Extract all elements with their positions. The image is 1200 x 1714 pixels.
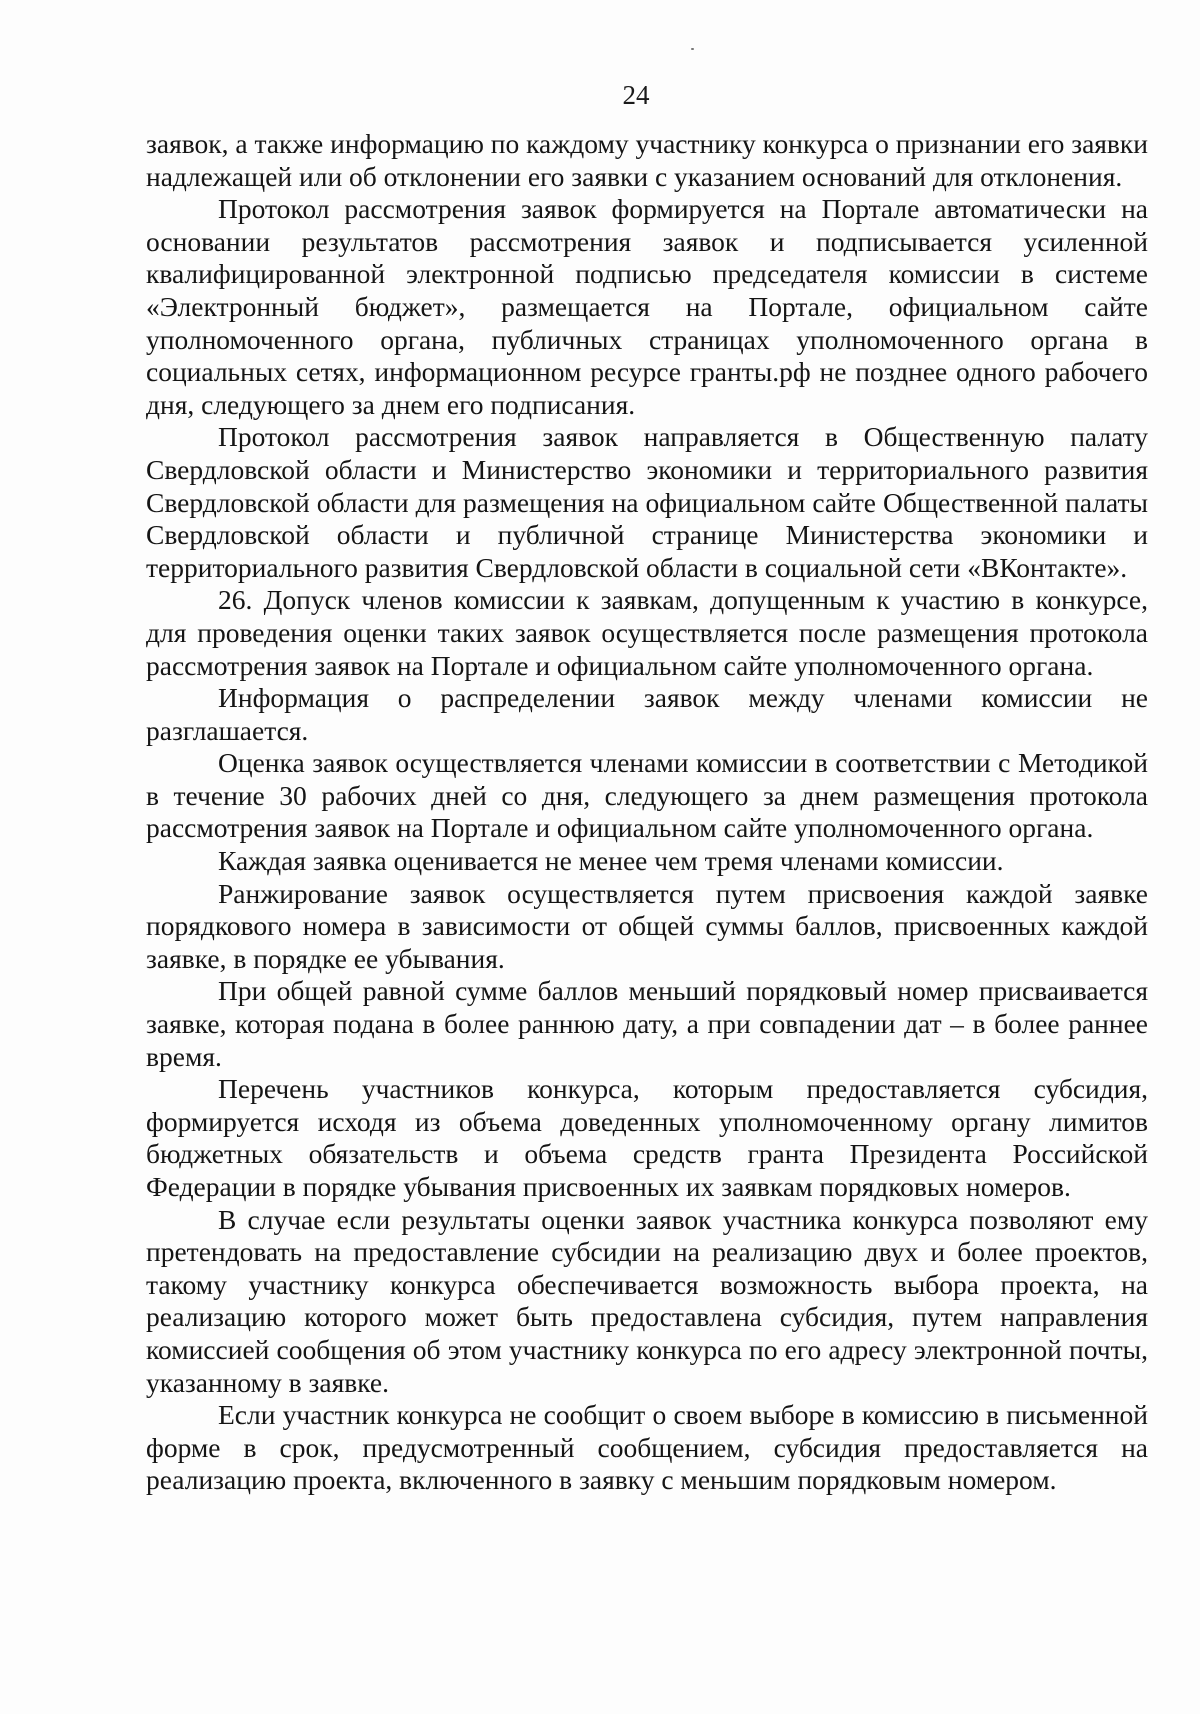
page-number: 24 (622, 80, 650, 110)
paragraph: Протокол рассмотрения заявок направляется в Общественную палату Свердловской области и Министерство экономики и территориального развития Свердловской области для размещения на официальном сайте Общественной палаты Свердловской области и публичной странице Министерства экономики и территориального развития Свердловской области в социальной сети «ВКонтакте». (146, 421, 1148, 583)
document-body (146, 128, 1148, 1497)
paragraph: Оценка заявок осуществляется членами комиссии в соответствии с Методикой в течение 30 рабочих дней со дня, следующего за днем размещения протокола рассмотрения заявок на Портале и официальном сайте уполномоченного органа. (146, 747, 1148, 844)
paragraph: Перечень участников конкурса, которым предоставляется субсидия, формируется исходя из объема доведенных уполномоченному органу лимитов бюджетных обязательств и объема средств гранта Президента Российской Федерации в порядке убывания присвоенных их заявкам порядковых номеров. (146, 1073, 1148, 1202)
paragraph-continuation: заявок, а также информацию по каждому участнику конкурса о признании его заявки надлежащей или об отклонении его заявки с указанием оснований для отклонения. (146, 128, 1148, 192)
paragraph: В случае если результаты оценки заявок участника конкурса позволяют ему претендовать на предоставление субсидии на реализацию двух и более проектов, такому участнику конкурса обеспечивается возможность выбора проекта, на реализацию которого может быть предоставлена субсидия, путем направления комиссией сообщения об этом участнику конкурса по его адресу электронной почты, указанному в заявке. (146, 1203, 1148, 1398)
paragraph: Протокол рассмотрения заявок формируется на Портале автоматически на основании результатов рассмотрения заявок и подписывается усиленной квалифицированной электронной подписью председателя комиссии в системе «Электронный бюджет», размещается на Портале, официальном сайте уполномоченного органа, публичных страницах уполномоченного органа в социальных сетях, информационном ресурсе гранты.рф не позднее одного рабочего дня, следующего за днем его подписания. (146, 193, 1148, 420)
paragraph: Ранжирование заявок осуществляется путем присвоения каждой заявке порядкового номера в зависимости от общей суммы баллов, присвоенных каждой заявке, в порядке ее убывания. (146, 877, 1148, 974)
paragraph: Каждая заявка оценивается не менее чем тремя членами комиссии. (218, 845, 1004, 877)
paragraph-item-26: 26. Допуск членов комиссии к заявкам, допущенным к участию в конкурсе, для проведения оценки таких заявок осуществляется после размещения протокола рассмотрения заявок на Портале и официальном сайте уполномоченного органа. (146, 584, 1148, 681)
scan-speck (691, 48, 694, 50)
paragraph: Информация о распределении заявок между членами комиссии не разглашается. (146, 682, 1148, 746)
paragraph: Если участник конкурса не сообщит о своем выборе в комиссию в письменной форме в срок, предусмотренный сообщением, субсидия предоставляется на реализацию проекта, включенного в заявку с меньшим порядковым номером. (146, 1399, 1148, 1496)
paragraph: При общей равной сумме баллов меньший порядковый номер присваивается заявке, которая подана в более раннюю дату, а при совпадении дат – в более раннее время. (146, 975, 1148, 1072)
